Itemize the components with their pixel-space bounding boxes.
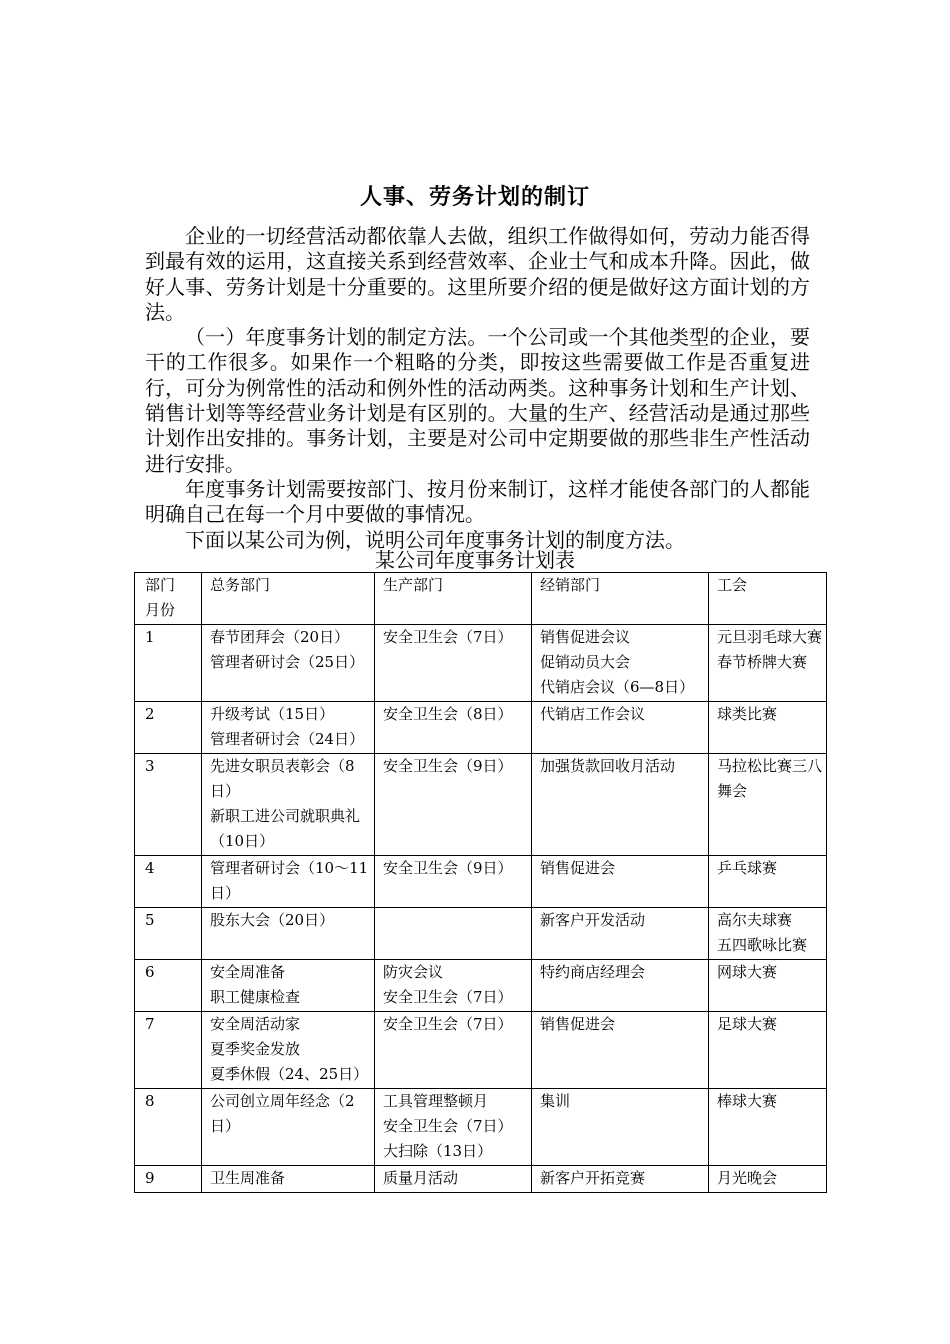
cell-line: 5 bbox=[145, 911, 155, 929]
table-cell bbox=[135, 754, 202, 856]
table-cell bbox=[202, 856, 375, 908]
table-cell bbox=[709, 625, 827, 702]
cell-line: 安全卫生会（7日） bbox=[383, 1015, 513, 1033]
cell-line: 春节团拜会（20日） bbox=[210, 628, 350, 646]
table-cell bbox=[135, 1089, 202, 1166]
cell-line: 促销动员大会 bbox=[540, 653, 631, 671]
cell-line: 球类比赛 bbox=[717, 705, 778, 723]
cell-line: 3 bbox=[145, 757, 155, 775]
cell-line: 质量月活动 bbox=[383, 1169, 459, 1187]
annual-affairs-plan-table bbox=[134, 572, 827, 1193]
table-body bbox=[135, 573, 827, 1193]
table-cell bbox=[375, 625, 532, 702]
cell-line: 防灾会议 bbox=[383, 963, 444, 981]
table-cell bbox=[202, 702, 375, 754]
cell-line: 职工健康检查 bbox=[210, 988, 301, 1006]
cell-line: 管理者研讨会（25日） bbox=[210, 653, 365, 671]
cell-line: 月光晚会 bbox=[717, 1169, 778, 1187]
cell-line: 1 bbox=[145, 628, 155, 646]
cell-line: 春节桥牌大赛 bbox=[717, 653, 808, 671]
cell-line: 网球大赛 bbox=[717, 963, 778, 981]
table-cell bbox=[532, 960, 709, 1012]
cell-line: 股东大会（20日） bbox=[210, 911, 335, 929]
cell-line: 五四歌咏比赛 bbox=[717, 936, 808, 954]
cell-line: 工具管理整顿月 bbox=[383, 1092, 489, 1110]
table-cell bbox=[532, 1012, 709, 1089]
cell-line: 棒球大赛 bbox=[717, 1092, 778, 1110]
cell-line: 2 bbox=[145, 705, 155, 723]
cell-line: 安全卫生会（8日） bbox=[383, 705, 513, 723]
table-cell bbox=[135, 625, 202, 702]
table-cell bbox=[202, 908, 375, 960]
cell-line: 月份 bbox=[145, 601, 176, 619]
table-row bbox=[135, 1166, 827, 1193]
cell-line: 工会 bbox=[717, 576, 748, 594]
cell-line: 集训 bbox=[540, 1092, 571, 1110]
paragraph-by-department: 年度事务计划需要按部门、按月份来制订，这样才能使各部门的人都能明确自己在每一个月中要做的事情况。 bbox=[145, 476, 810, 527]
table-cell bbox=[375, 1012, 532, 1089]
cell-line: 夏季奖金发放 bbox=[210, 1040, 301, 1058]
table-cell bbox=[375, 1166, 532, 1193]
table-cell bbox=[202, 1012, 375, 1089]
table-cell bbox=[135, 1166, 202, 1193]
cell-line: 安全周准备 bbox=[210, 963, 286, 981]
table-cell bbox=[202, 960, 375, 1012]
table-cell bbox=[532, 1089, 709, 1166]
document-title: 人事、劳务计划的制订 bbox=[359, 185, 590, 210]
table-cell bbox=[375, 908, 532, 960]
paragraph-method: （一）年度事务计划的制定方法。一个公司或一个其他类型的企业，要干的工作很多。如果作一个粗略的分类，即按这些需要做工作是否重复进行，可分为例常性的活动和例外性的活动两类。这种事务计划和生产计划、销售计划等等经营业务计划是有区别的。大量的生产、经营活动是通过那些计划作出安排的。事务计划，主要是对公司中定期要做的那些非生产性活动进行安排。 bbox=[145, 325, 810, 476]
table-row bbox=[135, 1012, 827, 1089]
cell-line: 7 bbox=[145, 1015, 155, 1033]
cell-line: 安全卫生会（7日） bbox=[383, 988, 513, 1006]
cell-line: 特约商店经理会 bbox=[540, 963, 646, 981]
cell-line: 安全周活动家 bbox=[210, 1015, 301, 1033]
table-cell bbox=[202, 573, 375, 625]
table-cell bbox=[135, 960, 202, 1012]
body-text bbox=[145, 224, 810, 553]
table-row bbox=[135, 960, 827, 1012]
cell-line: 4 bbox=[145, 859, 155, 877]
cell-line: 马拉松比赛三八舞会 bbox=[717, 757, 823, 800]
cell-line: 新客户开拓竞赛 bbox=[540, 1169, 646, 1187]
cell-line: 大扫除（13日） bbox=[383, 1142, 493, 1160]
table-cell bbox=[375, 573, 532, 625]
cell-line: 卫生周准备 bbox=[210, 1169, 286, 1187]
cell-line: 安全卫生会（9日） bbox=[383, 757, 513, 775]
table-cell bbox=[375, 856, 532, 908]
table-cell bbox=[135, 908, 202, 960]
table-cell bbox=[532, 702, 709, 754]
cell-line: 6 bbox=[145, 963, 155, 981]
cell-line: 代销店工作会议 bbox=[540, 705, 646, 723]
table-cell bbox=[709, 856, 827, 908]
cell-line: 安全卫生会（9日） bbox=[383, 859, 513, 877]
table-header-row bbox=[135, 573, 827, 625]
table-row bbox=[135, 625, 827, 702]
cell-line: 新职工进公司就职典礼（10日） bbox=[210, 807, 361, 850]
cell-line: 先进女职员表彰会（8日） bbox=[210, 757, 355, 800]
table-cell bbox=[532, 573, 709, 625]
cell-line: 足球大赛 bbox=[717, 1015, 778, 1033]
table-row bbox=[135, 754, 827, 856]
table-cell bbox=[202, 625, 375, 702]
table-cell bbox=[709, 1012, 827, 1089]
cell-line: 生产部门 bbox=[383, 576, 444, 594]
table-cell bbox=[375, 702, 532, 754]
table-cell bbox=[375, 754, 532, 856]
table-cell bbox=[709, 702, 827, 754]
table-cell bbox=[202, 1089, 375, 1166]
cell-line: 销售促进会 bbox=[540, 859, 616, 877]
table-cell bbox=[709, 573, 827, 625]
table-row bbox=[135, 1089, 827, 1166]
table-cell bbox=[532, 1166, 709, 1193]
table-row bbox=[135, 856, 827, 908]
cell-line: 安全卫生会（7日） bbox=[383, 1117, 513, 1135]
cell-line: 乒乓球赛 bbox=[717, 859, 778, 877]
table-cell bbox=[709, 754, 827, 856]
cell-line: 高尔夫球赛 bbox=[717, 911, 793, 929]
table-cell bbox=[709, 908, 827, 960]
cell-line: 总务部门 bbox=[210, 576, 271, 594]
table-cell bbox=[202, 1166, 375, 1193]
cell-line: 加强货款回收月活动 bbox=[540, 757, 676, 775]
paragraph-example: 下面以某公司为例，说明公司年度事务计划的制度方法。 bbox=[185, 527, 685, 552]
paragraph-intro: 企业的一切经营活动都依靠人去做，组织工作做得如何，劳动力能否得到最有效的运用，这直接关系到经营效率、企业士气和成本升降。因此，做好人事、劳务计划是十分重要的。这里所要介绍的便是做好这方面计划的方法。 bbox=[145, 224, 810, 324]
cell-line: 代销店会议（6—8日） bbox=[540, 678, 695, 696]
table-cell bbox=[532, 625, 709, 702]
table-cell bbox=[135, 1012, 202, 1089]
cell-line: 9 bbox=[145, 1169, 155, 1187]
table-row bbox=[135, 702, 827, 754]
table-cell bbox=[202, 754, 375, 856]
cell-line: 管理者研讨会（10～11日） bbox=[210, 859, 369, 902]
table-cell bbox=[532, 908, 709, 960]
table-cell bbox=[375, 960, 532, 1012]
cell-line: 经销部门 bbox=[540, 576, 601, 594]
table-cell bbox=[135, 702, 202, 754]
table-cell bbox=[375, 1089, 532, 1166]
table-cell bbox=[709, 1166, 827, 1193]
cell-line: 元旦羽毛球大赛 bbox=[717, 628, 823, 646]
cell-line: 管理者研讨会（24日） bbox=[210, 730, 365, 748]
cell-line: 安全卫生会（7日） bbox=[383, 628, 513, 646]
cell-line: 新客户开发活动 bbox=[540, 911, 646, 929]
cell-line: 销售促进会 bbox=[540, 1015, 616, 1033]
cell-line: 公司创立周年经念（2日） bbox=[210, 1092, 355, 1135]
table-cell bbox=[532, 856, 709, 908]
table-cell bbox=[135, 573, 202, 625]
cell-line: 部门 bbox=[145, 576, 176, 594]
cell-line: 8 bbox=[145, 1092, 155, 1110]
cell-line: 升级考试（15日） bbox=[210, 705, 335, 723]
table-cell bbox=[135, 856, 202, 908]
table-cell bbox=[532, 754, 709, 856]
cell-line: 销售促进会议 bbox=[540, 628, 631, 646]
cell-line: 夏季休假（24、25日） bbox=[210, 1065, 369, 1083]
table-cell bbox=[709, 1089, 827, 1166]
table-cell bbox=[709, 960, 827, 1012]
table-row bbox=[135, 908, 827, 960]
table-caption: 某公司年度事务计划表 bbox=[375, 548, 575, 572]
